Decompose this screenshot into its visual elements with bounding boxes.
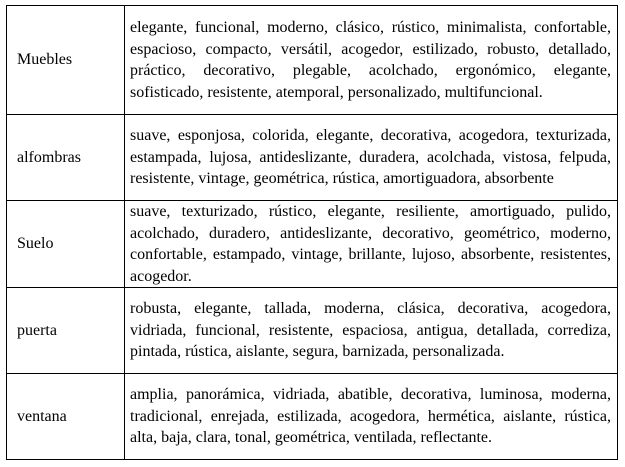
table-row — [7, 115, 618, 201]
table-row — [7, 201, 618, 288]
table-row — [7, 6, 618, 115]
adjective-list-ventana: amplia, panorámica, vidriada, abatible, decorativa, luminosa, moderna, tradicional, enrejada, estilizada, acogedora, hermética, aislante, rústica, alta, baja, clara, tonal, geométrica, ventilada, reflectante. — [125, 374, 618, 460]
adjective-list-alfombras: suave, esponjosa, colorida, elegante, decorativa, acogedora, texturizada, estampada, lujosa, antideslizante, duradera, acolchada, vistosa, felpuda, resistente, vintage, geométrica, rústica, amortiguadora, absorbente — [125, 115, 618, 201]
row-label-alfombras: alfombras — [7, 115, 125, 201]
table-row — [7, 288, 618, 374]
table-row — [7, 374, 618, 460]
row-label-suelo: Suelo — [7, 201, 125, 288]
vocabulary-table — [6, 5, 618, 460]
row-label-puerta: puerta — [7, 288, 125, 374]
row-label-muebles: Muebles — [7, 6, 125, 115]
adjective-list-puerta: robusta, elegante, tallada, moderna, clásica, decorativa, acogedora, vidriada, funcional, resistente, espaciosa, antigua, detallada, corrediza, pintada, rústica, aislante, segura, barnizada, personalizada. — [125, 288, 618, 374]
adjective-list-suelo: suave, texturizado, rústico, elegante, resiliente, amortiguado, pulido, acolchado, duradero, antideslizante, decorativo, geométrico, moderno, confortable, estampado, vintage, brillante, lujoso, absorbente, resistentes, acogedor. — [125, 201, 618, 288]
adjective-list-muebles: elegante, funcional, moderno, clásico, rústico, minimalista, confortable, espacioso, compacto, versátil, acogedor, estilizado, robusto, detallado, práctico, decorativo, plegable, acolchado, ergonómico, elegante, sofisticado, resistente, atemporal, personalizado, multifuncional. — [125, 6, 618, 115]
row-label-ventana: ventana — [7, 374, 125, 460]
